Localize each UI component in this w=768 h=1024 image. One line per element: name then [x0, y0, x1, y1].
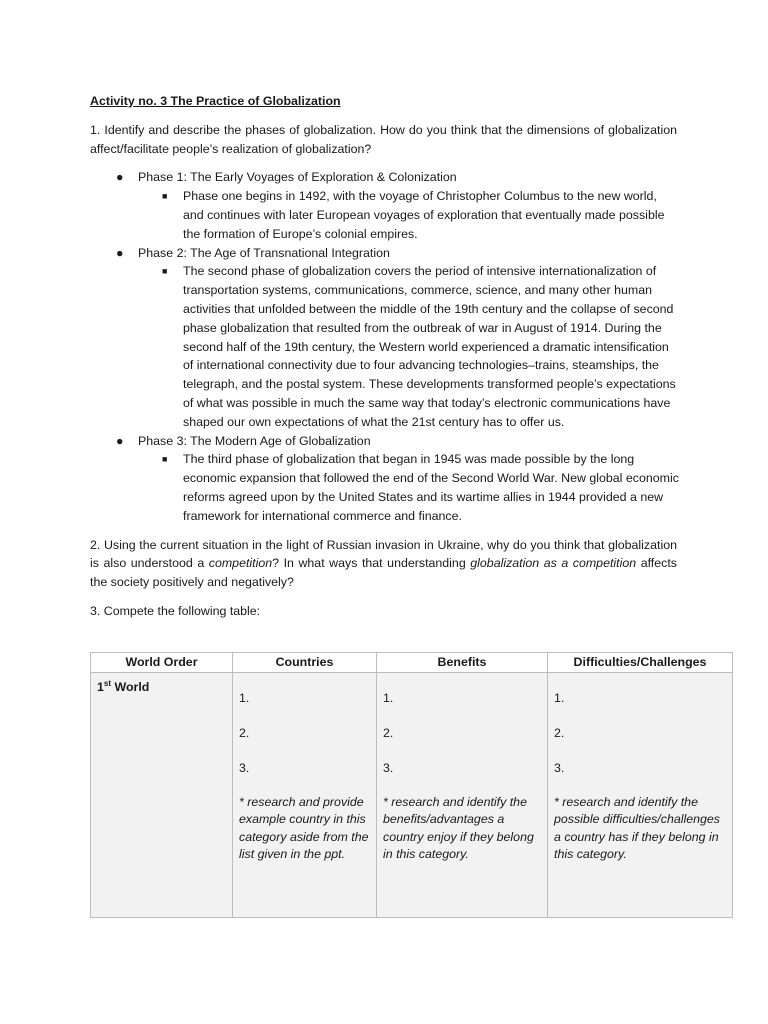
bullet-icon: ●: [116, 245, 124, 260]
list-number: 1.: [383, 690, 394, 705]
table-header: Benefits: [377, 653, 548, 673]
list-number: 2.: [383, 725, 394, 740]
instruction-note: * research and identify the benefits/advantages a country enjoy if they belong in this category.: [383, 794, 534, 862]
table-header-row: [91, 653, 733, 673]
q2-italic: globalization as a competition: [470, 556, 637, 571]
phase-item: [90, 432, 677, 526]
phase-item: [90, 168, 677, 243]
phase-detail: [90, 450, 680, 525]
benefits-cell[interactable]: [377, 672, 548, 917]
phase-detail-text: The second phase of globalization covers the period of intensive internationalization of transportation systems, communications, commerce, science, and many other human activities that unfolded between the middle of the 19th century and the collapse of second phase globalization that resulted from the outbreak of war in August of 1914. During the second half of the 19th century, the Western world experienced a dramatic intensification of international connectivity due to four advancing technologies–trains, steamships, the telegraph, and the postal system. These developments transformed people’s expectations of what was possible in much the same way that today’s electronic communications have shaped our own expectations of what the 21st century has to offer us.: [183, 264, 676, 429]
phase-item: [90, 244, 677, 432]
q2-text: 2. Using the current situation in the light of Russian invasion in Ukraine, why do you think that globalization is also understood a: [90, 537, 677, 571]
table-header: World Order: [91, 653, 233, 673]
phase-detail: [90, 187, 680, 243]
phase-detail-text: The third phase of globalization that began in 1945 was made possible by the long economic expansion that followed the end of the Second World War. New global economic reforms agreed upon by the United States and its wartime allies in 1944 provided a new framework for international commerce and finance.: [183, 452, 679, 523]
q2-italic: competition: [208, 556, 273, 571]
world-order-table: [90, 652, 733, 918]
list-number: 1.: [239, 690, 250, 705]
world-order-label: [91, 673, 232, 697]
square-bullet-icon: ■: [162, 454, 168, 465]
question-2: [90, 536, 677, 592]
phase-list: [90, 168, 677, 525]
list-number: 3.: [383, 760, 394, 775]
bullet-icon: ●: [116, 433, 124, 448]
world-order-num: 1: [97, 679, 104, 694]
instruction-note: * research and provide example country in this category aside from the list given in the ppt.: [239, 794, 369, 862]
phase-detail-text: Phase one begins in 1492, with the voyage of Christopher Columbus to the new world, and continues with later European voyages of exploration that eventually made possible the formation of Europe’s colonial empires.: [183, 189, 665, 241]
table-row: [91, 672, 733, 917]
activity-title: Activity no. 3 The Practice of Globalization: [90, 94, 341, 108]
list-number: 1.: [554, 690, 565, 705]
countries-cell[interactable]: [233, 672, 377, 917]
square-bullet-icon: ■: [162, 266, 168, 277]
world-order-sup: st: [103, 678, 112, 688]
phase-title: Phase 1: The Early Voyages of Exploration & Colonization: [138, 170, 457, 185]
q2-text: ? In what ways that understanding: [272, 556, 471, 571]
question-3: 3. Compete the following table:: [90, 603, 261, 618]
question-1: 1. Identify and describe the phases of globalization. How do you think that the dimensions of globalization affect/facilitate people’s realization of globalization?: [90, 122, 677, 156]
square-bullet-icon: ■: [162, 191, 168, 202]
difficulties-cell[interactable]: [548, 672, 733, 917]
bullet-icon: ●: [116, 170, 124, 185]
q2-text: affects the society positively and negatively?: [90, 556, 677, 590]
world-order-cell: [91, 672, 233, 917]
list-number: 2.: [554, 725, 565, 740]
list-number: 3.: [554, 760, 565, 775]
table-header: Difficulties/Challenges: [548, 653, 733, 673]
world-order-rest: World: [111, 679, 150, 694]
phase-title: Phase 3: The Modern Age of Globalization: [138, 433, 371, 448]
phase-title: Phase 2: The Age of Transnational Integration: [138, 245, 390, 260]
document-page: [90, 92, 677, 631]
list-number: 3.: [239, 760, 250, 775]
instruction-note: * research and identify the possible difficulties/challenges a country has if they belong in this category.: [554, 794, 720, 862]
list-number: 2.: [239, 725, 250, 740]
table-header: Countries: [233, 653, 377, 673]
phase-detail: [90, 262, 680, 431]
